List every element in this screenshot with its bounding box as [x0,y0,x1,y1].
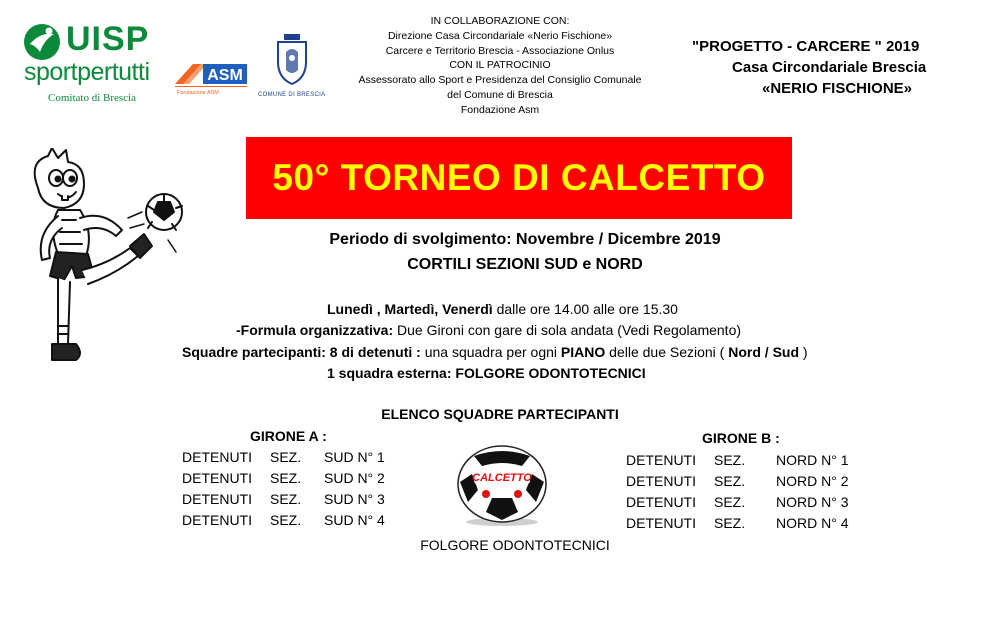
collaboration-block [340,14,660,118]
project-block [680,36,970,99]
collab-line: del Comune di Brescia [447,88,553,101]
team-cell: DETENUTI [182,491,252,507]
table-row [626,471,849,492]
team-cell: SEZ. [714,452,746,468]
asm-logo-label: Fondazione ASM [177,90,219,96]
collab-line: Direzione Casa Circondariale «Nerio Fischione» [387,29,613,42]
ball-label: CALCETTO [472,472,532,484]
tournament-title: 50° TORNEO DI CALCETTO [272,157,766,198]
teams-piano: PIANO [560,344,606,360]
collab-line: Carcere e Territorio Brescia - Associazione Onlus [385,44,615,57]
team-cell: DETENUTI [626,515,696,531]
hours-text: dalle ore 14.00 alle ore 15.30 [492,301,678,317]
uisp-logo-subtitle: sportpertutti [24,58,150,86]
table-row [182,447,385,468]
team-cell: NORD N° 3 [776,494,849,510]
table-row [626,513,849,534]
external-team-name: FOLGORE ODONTOTECNICI [420,537,610,553]
team-cell: SUD N° 2 [324,470,385,486]
group-a-list [182,447,385,531]
formula-label: -Formula organizzativa: [236,322,394,338]
team-cell: DETENUTI [182,470,252,486]
teams-line [182,344,808,360]
teams-heading: ELENCO SQUADRE PARTECIPANTI [381,406,619,422]
formula-line [236,322,741,338]
uisp-runner-icon [22,22,62,62]
team-cell: NORD N° 1 [776,452,849,468]
formula-text: Due Gironi con gare di sola andata (Vedi Regolamento) [393,322,742,338]
team-cell: DETENUTI [626,452,696,468]
team-cell: SUD N° 3 [324,491,385,507]
asm-logo-icon [173,58,249,96]
period-line: Periodo di svolgimento: Novembre / Dicembre 2019 [329,231,721,248]
group-b-title: GIRONE B : [702,430,780,446]
team-cell: SEZ. [270,449,302,465]
team-cell: SEZ. [714,473,746,489]
collab-line: CON IL PATROCINIO [449,59,551,72]
external-team-line [327,365,646,381]
table-row [182,510,385,531]
external-team-text: 1 squadra esterna: FOLGORE ODONTOTECNICI [327,365,646,381]
svg-text:ASM: ASM [207,67,243,84]
calcetto-ball-icon [456,444,548,526]
collab-line: Assessorato allo Sport e Presidenza del Consiglio Comunale [358,74,642,87]
team-cell: DETENUTI [626,494,696,510]
days-line [327,301,678,317]
team-cell: SUD N° 1 [324,449,385,465]
project-location: Casa Circondariale Brescia [732,59,927,76]
comune-crest-icon [272,32,312,86]
courts-line: CORTILI SEZIONI SUD e NORD [407,256,643,273]
collab-line: Fondazione Asm [460,103,540,116]
team-cell: NORD N° 2 [776,473,849,489]
team-cell: SEZ. [270,512,302,528]
table-row [626,492,849,513]
team-cell: DETENUTI [182,512,252,528]
project-title: "PROGETTO - CARCERE " 2019 [692,38,920,55]
team-cell: SEZ. [714,515,746,531]
title-banner [246,137,792,219]
teams-text-2: delle due Sezioni ( [605,344,729,360]
team-cell: DETENUTI [182,449,252,465]
team-cell: NORD N° 4 [776,515,849,531]
team-cell: SEZ. [714,494,746,510]
teams-nord-sud: Nord / Sud [728,344,800,360]
table-row [182,489,385,510]
team-cell: SEZ. [270,491,302,507]
uisp-committee: Comitato di Brescia [48,92,136,104]
group-a-title: GIRONE A : [250,428,327,444]
uisp-logo-word: UISP [66,20,150,58]
teams-label: Squadre partecipanti: 8 di detenuti : [182,344,421,360]
table-row [626,450,849,471]
project-name: «NERIO FISCHIONE» [762,80,913,97]
comune-label: COMUNE DI BRESCIA [258,92,326,98]
team-cell: SEZ. [270,470,302,486]
teams-text: una squadra per ogni [420,344,561,360]
teams-text-3: ) [799,344,808,360]
team-cell: SUD N° 4 [324,512,385,528]
group-b-list [626,450,849,534]
days-label: Lunedì , Martedì, Venerdì [327,301,493,317]
team-cell: DETENUTI [626,473,696,489]
table-row [182,468,385,489]
cartoon-football-player-icon [18,148,188,384]
collab-line: IN COLLABORAZIONE CON: [430,15,570,27]
